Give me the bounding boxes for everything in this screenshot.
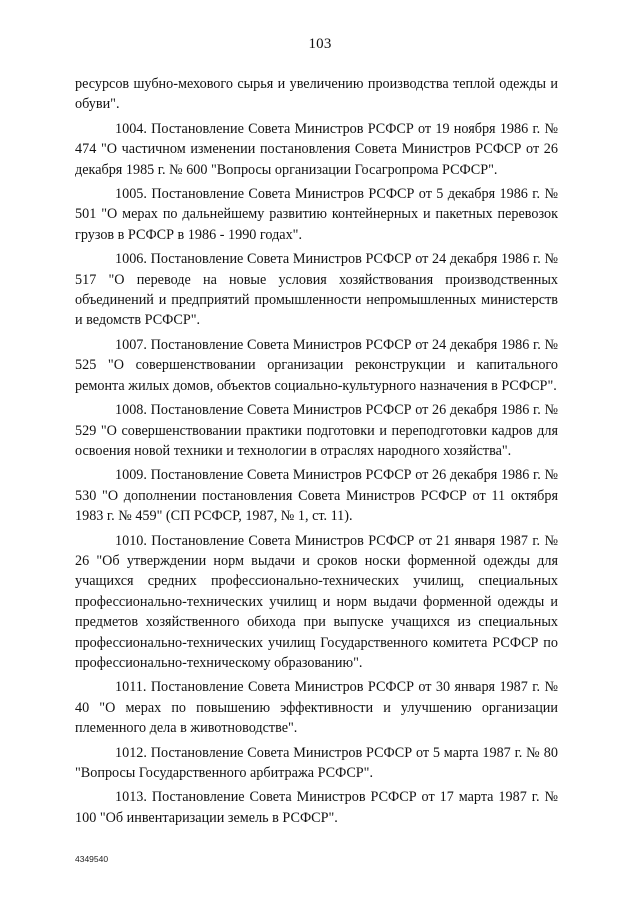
paragraph-item-1004: 1004. Постановление Совета Министров РСФСР от 19 ноября 1986 г. № 474 "О частичном изменении постановления Совета Министров РСФСР от 26 декабря 1985 г. № 600 "Вопросы организации Госагропрома РСФСР". <box>75 120 558 178</box>
paragraph-item-1006: 1006. Постановление Совета Министров РСФСР от 24 декабря 1986 г. № 517 "О переводе на новые условия хозяйствования производственных объединений и предприятий промышленности непромышленных министерств и ведомств РСФСР". <box>75 251 558 329</box>
paragraph-item-1012: 1012. Постановление Совета Министров РСФСР от 5 марта 1987 г. № 80 "Вопросы Государственного арбитража РСФСР". <box>75 744 558 781</box>
paragraph-item-1007: 1007. Постановление Совета Министров РСФСР от 24 декабря 1986 г. № 525 "О совершенствовании организации реконструкции и капитального ремонта жилых домов, объектов социально-культурного назначения в РСФСР". <box>75 336 558 394</box>
paragraph-item-1013: 1013. Постановление Совета Министров РСФСР от 17 марта 1987 г. № 100 "Об инвентаризации земель в РСФСР". <box>75 789 558 826</box>
document-body <box>75 74 558 832</box>
paragraph-item-1011: 1011. Постановление Совета Министров РСФСР от 30 января 1987 г. № 40 "О мерах по повышению эффективности и улучшению организации племенного дела в животноводстве". <box>75 679 558 737</box>
paragraph-continuation: ресурсов шубно-мехового сырья и увеличению производства теплой одежды и обуви". <box>75 76 558 113</box>
page-number: 103 <box>308 36 332 52</box>
paragraph-item-1009: 1009. Постановление Совета Министров РСФСР от 26 декабря 1986 г. № 530 "О дополнении постановления Совета Министров РСФСР от 11 октября 1983 г. № 459" (СП РСФСР, 1987, № 1, ст. 11). <box>75 467 558 525</box>
paragraph-item-1008: 1008. Постановление Совета Министров РСФСР от 26 декабря 1986 г. № 529 "О совершенствовании практики подготовки и переподготовки кадров для освоения новой техники и технологии в отраслях народного хозяйства". <box>75 402 558 459</box>
paragraph-item-1010: 1010. Постановление Совета Министров РСФСР от 21 января 1987 г. № 26 "Об утверждении норм выдачи и сроков носки форменной одежды для учащихся средних профессионально-технических училищ, специальных профессионально-технических училищ и норм выдачи форменной одежды и предметов хозяйственного обихода при выпуске учащихся из специальных профессионально-технических училищ Государственного комитета РСФСР по профессионально-техническому образованию". <box>75 532 558 671</box>
paragraph-item-1005: 1005. Постановление Совета Министров РСФСР от 5 декабря 1986 г. № 501 "О мерах по дальнейшему развитию контейнерных и пакетных перевозок грузов в РСФСР в 1986 - 1990 годах". <box>75 186 558 243</box>
footer-document-code: 4349540 <box>75 854 109 864</box>
